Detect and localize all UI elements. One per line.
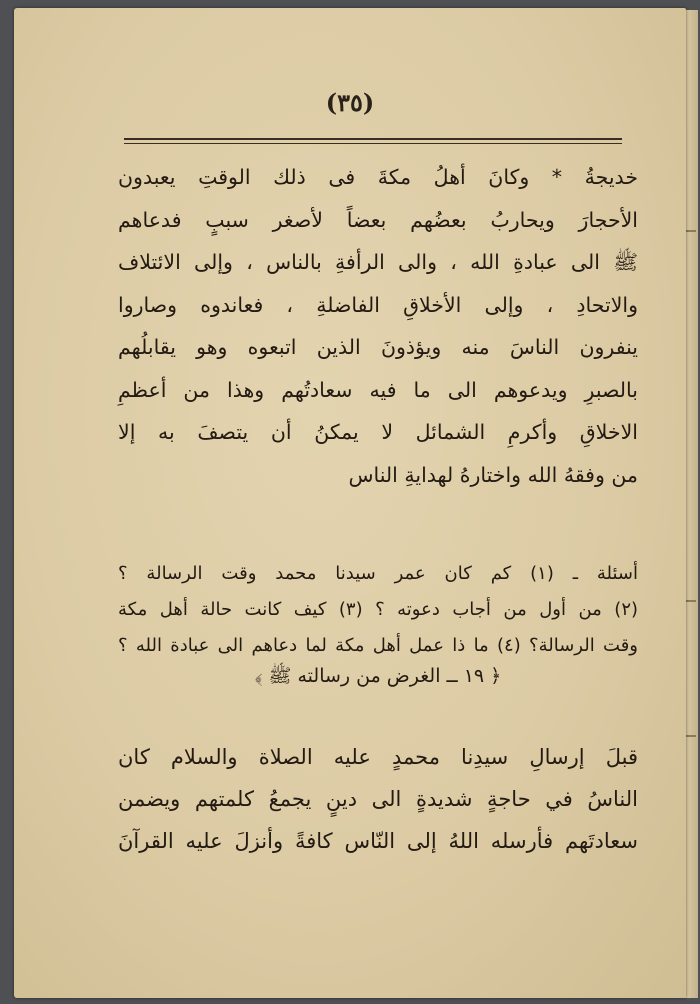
question-line: (٢) من أول من أجاب دعوته ؟ (٣) كيف كانت حالة أهل مكة (118, 599, 639, 620)
text-line: سعادتَهم فأرسله اللهُ إلى النّاس كافةً وأنزلَ عليه القرآنَ (118, 829, 638, 853)
text-line: الأحجارَ ويحاربُ بعضُهم بعضاً لأصغر سببٍ فدعاهم (118, 207, 638, 232)
header-rule-thin (124, 143, 622, 144)
header-rule (124, 138, 622, 140)
questions-block (118, 556, 638, 664)
question-line: أسئلة ـ (١) كم كان عمر سيدنا محمد وقت الرسالة ؟ (118, 563, 638, 584)
page-number: (٣٥) (325, 88, 375, 117)
text-line: الناسُ في حاجةٍ شديدةٍ الى دينٍ يجمعُ كلمتهم ويضمن (118, 787, 638, 811)
section-heading: ﴿ ١٩ ــ الغرض من رسالته ﷺ ﴾ (254, 665, 502, 687)
text-line: بالصبرِ ويدعوهم الى ما فيه سعادتُهم وهذا من أعظمِ (118, 377, 638, 402)
text-line: ﷺ الى عبادةِ الله ، والى الرأفةِ بالناس ، وإلى الائتلاف (118, 250, 638, 274)
paragraph-body (118, 156, 638, 496)
text-line: الاخلاقِ وأكرمِ الشمائل لا يمكنُ أن يتصفَ به إلا (118, 420, 638, 444)
text-line: من وفقهُ الله واختارهُ لهدايةِ الناس (348, 462, 638, 487)
text-line: خديجةُ * وكانَ أهلُ مكةَ فى ذلك الوقتِ يعبدون (118, 165, 638, 189)
paragraph-body (118, 736, 638, 862)
question-line: وقت الرسالة؟ (٤) ما ذا عمل أهل مكة لما دعاهم الى عبادة الله ؟ (118, 635, 638, 656)
text-line: قبلَ إرسالِ سيدِنا محمدٍ عليه الصلاة والسلام كان (118, 745, 638, 769)
text-line: ينفرون الناسَ منه ويؤذونَ الذين اتبعوه وهو يقابلُهم (118, 335, 638, 359)
text-line: والاتحادِ ، وإلى الأخلاقِ الفاضلةِ ، فعاندوه وصاروا (118, 292, 638, 317)
